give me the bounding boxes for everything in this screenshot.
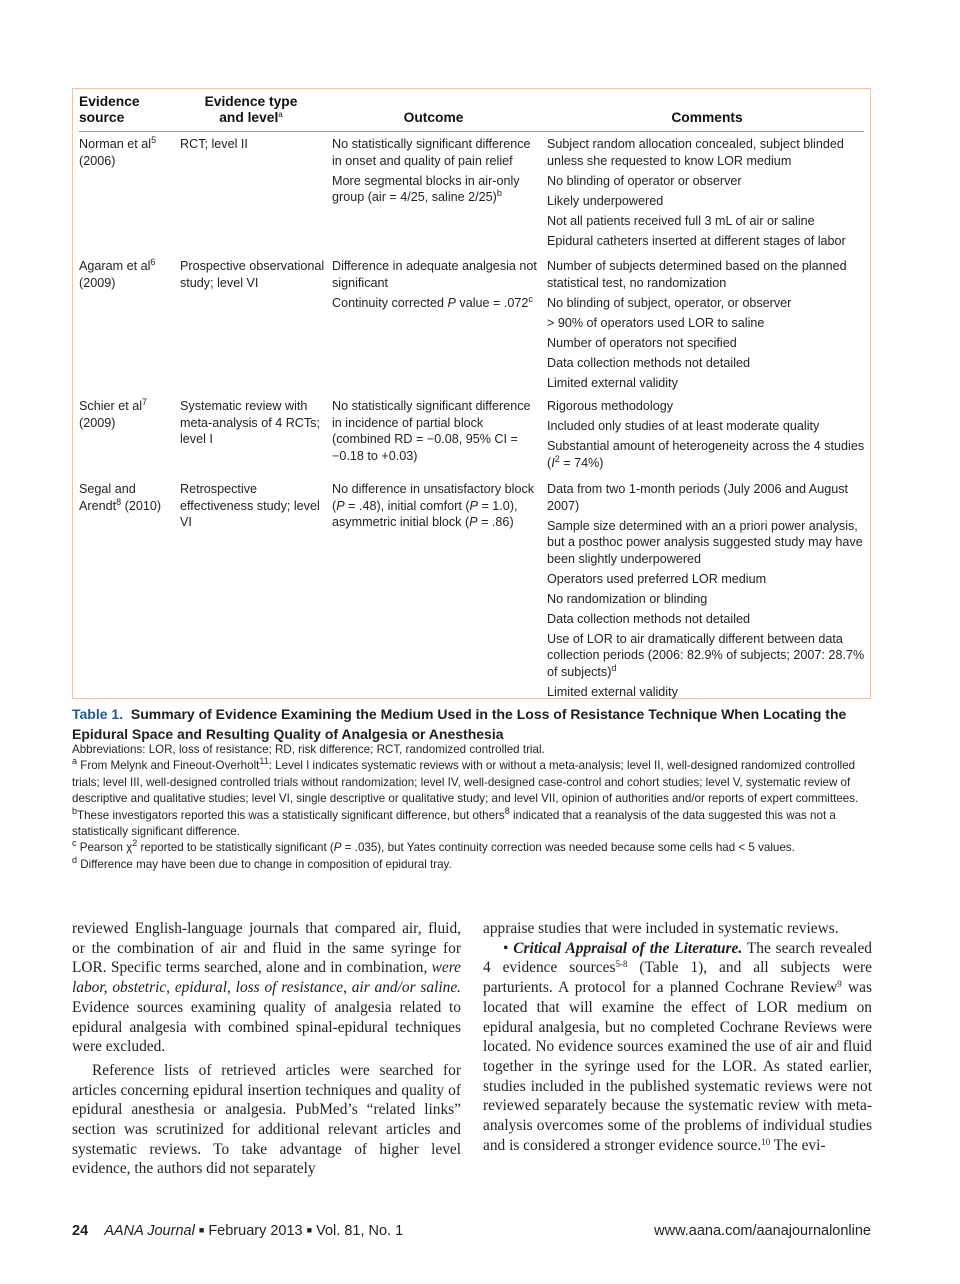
table-label: Table 1.	[72, 706, 124, 722]
row1-comments: Subject random allocation concealed, subject blinded unless she requested to know LOR medium No blinding of operator or observer Likely underpowered Not all patients received full 3 mL of air or saline Epidural catheters inserted at different stages of labor	[547, 137, 846, 248]
page-footer	[72, 1223, 403, 1239]
row4-source: Segal and Arendt$^8$ (2010)	[79, 482, 162, 513]
table-notes	[72, 742, 877, 873]
note-b: $^b$These investigators reported this was a statistically significant difference, but others$^8$ indicated that a reanalysis of the data suggested this was not a statistically significant difference.	[72, 805, 836, 839]
section-heading: Critical Appraisal of the Literature.	[513, 939, 743, 957]
bullet: •	[503, 939, 509, 957]
volume: Vol. 81, No. 1	[316, 1223, 404, 1239]
row3-type: Systematic review with meta-analysis of 4 RCTs; level I	[180, 399, 320, 446]
body-paragraph: Reference lists of retrieved articles were searched for articles concerning epidural insertion techniques and quality of epidural anesthesia or analgesia. PubMed’s “related links” section was scrutinized for additional relevant articles and systematic reviews. To take advantage of higher level evidence, the authors did not separately	[72, 1061, 461, 1178]
row4-comments: Data from two 1-month periods (July 2006 and August 2007) Sample size determined with an a priori power analysis, but a posthoc power analysis suggested study may have been slightly underpowered Operators used preferred LOR medium No randomization or blinding Data collection methods not detailed Use of LOR to air dramatically different between data collection periods (2006: 82.9% of subjects; 2007: 28.7% of subjects)$^d$ Limited external validity	[547, 482, 865, 699]
row3-comments: Rigorous methodology Included only studies of at least moderate quality Substantial amount of heterogeneity across the 4 studies $(I^2 = 74\%)$	[547, 399, 865, 470]
row2-comments: Number of subjects determined based on the planned statistical test, no randomization No blinding of subject, operator, or observer > 90% of operators used LOR to saline Number of operators not specified Data collection methods not detailed Limited external validity	[547, 259, 847, 390]
body-paragraph: • Critical Appraisal of the Literature. The search revealed 4 evidence sources$^{5-8}$ (Table 1), and all subjects were parturients. A protocol for a planned Cochrane Review$^9$ was located that will examine the effect of LOR medium on epidural analgesia, but no completed Cochrane Reviews were located. No evidence sources examined the use of air and fluid together in the syringe used for the LOR. As stated earlier, studies included in the published systematic reviews were not reviewed separately because the systematic review with meta-analysis overcomes some of the problems of individual studies and is considered a stronger evidence source.$^{10}$ The evi-	[483, 939, 873, 1154]
table-title: Summary of Evidence Examining the Medium Used in the Loss of Resistance Technique When Locating the Epidural Space and Resulting Quality of Analgesia or Anesthesia	[72, 706, 847, 742]
table-caption	[72, 704, 877, 744]
header-outcome: Outcome	[403, 110, 464, 125]
header-comments: Comments	[671, 110, 743, 125]
row2-type: Prospective observational study; level VI	[180, 259, 325, 290]
note-d: $^d$ Difference may have been due to change in composition of epidural tray.	[72, 854, 452, 871]
row2-source: Agaram et $al^6$ (2009)	[79, 257, 156, 290]
row1-outcome: No statistically significant difference in onset and quality of pain relief More segmental blocks in air-only group (air = 4/25, saline 2/25)$^b$	[332, 137, 531, 204]
body-paragraph: reviewed English-language journals that compared air, fluid, or the combination of air and fluid in the same syringe for LOR. Specific terms searched, alone and in combination, were labor, obstetric, epidural, loss of resistance, air and/or saline. Evidence sources examining quality of analgesia related to epidural analgesia with combined spinal-epidural techniques were excluded.	[72, 920, 461, 1056]
body-right-column	[483, 919, 872, 1155]
issue-date: February 2013	[208, 1223, 303, 1239]
journal-name: AANA Journal	[104, 1223, 195, 1239]
note-a: $^a$ From Melynk and Fineout-Overholt$^{11}$: Level I indicates systematic reviews with or without a meta-analysis; level II, well-designed randomized controlled trials; level III, well-designed controlled trials without randomization; level IV, well-designed case-control and cohort studies; level V, systematic review of descriptive and qualitative studies; level VI, single descriptive or qualitative study; and level VII, opinion of authorities and/or reports of expert committees.	[72, 756, 859, 806]
separator: ■	[306, 1225, 313, 1235]
note-c: $^c$ Pearson $\chi^2$ reported to be statistically significant (P = .035), but Yates continuity correction was needed because some cells had < 5 values.	[72, 838, 795, 855]
row2-outcome: Difference in adequate analgesia not significant Continuity corrected P value = .072$^c$	[332, 259, 537, 310]
header-evidence-type: Evidence type and level$^a$	[204, 94, 298, 125]
row4-outcome: No difference in unsatisfactory block (P = .48), initial comfort (P = 1.0), asymmetric initial block (P = .86)	[332, 482, 535, 529]
body-paragraph: appraise studies that were included in systematic reviews.	[483, 920, 839, 937]
body-left-column	[72, 919, 461, 1179]
row1-source: Norman et $al^5$ (2006)	[79, 135, 157, 168]
row3-source: Schier et $al^7$ (2009)	[79, 397, 148, 430]
row1-type: RCT; level II	[180, 137, 248, 151]
header-evidence-source: Evidence source	[79, 94, 140, 125]
evidence-table	[72, 88, 871, 699]
row4-type: Retrospective effectiveness study; level VI	[180, 482, 320, 529]
separator: ■	[198, 1225, 205, 1235]
header-rule	[79, 131, 864, 132]
note-abbreviations: Abbreviations: LOR, loss of resistance; RD, risk difference; RCT, randomized controlled trial.	[72, 743, 545, 756]
row3-outcome: No statistically significant difference in incidence of partial block (combined RD = −0.08, 95% CI = −0.18 to +0.03)	[332, 399, 531, 463]
footer-url[interactable]: www.aana.com/aanajournalonline	[654, 1223, 871, 1239]
page-number: 24	[72, 1223, 89, 1239]
